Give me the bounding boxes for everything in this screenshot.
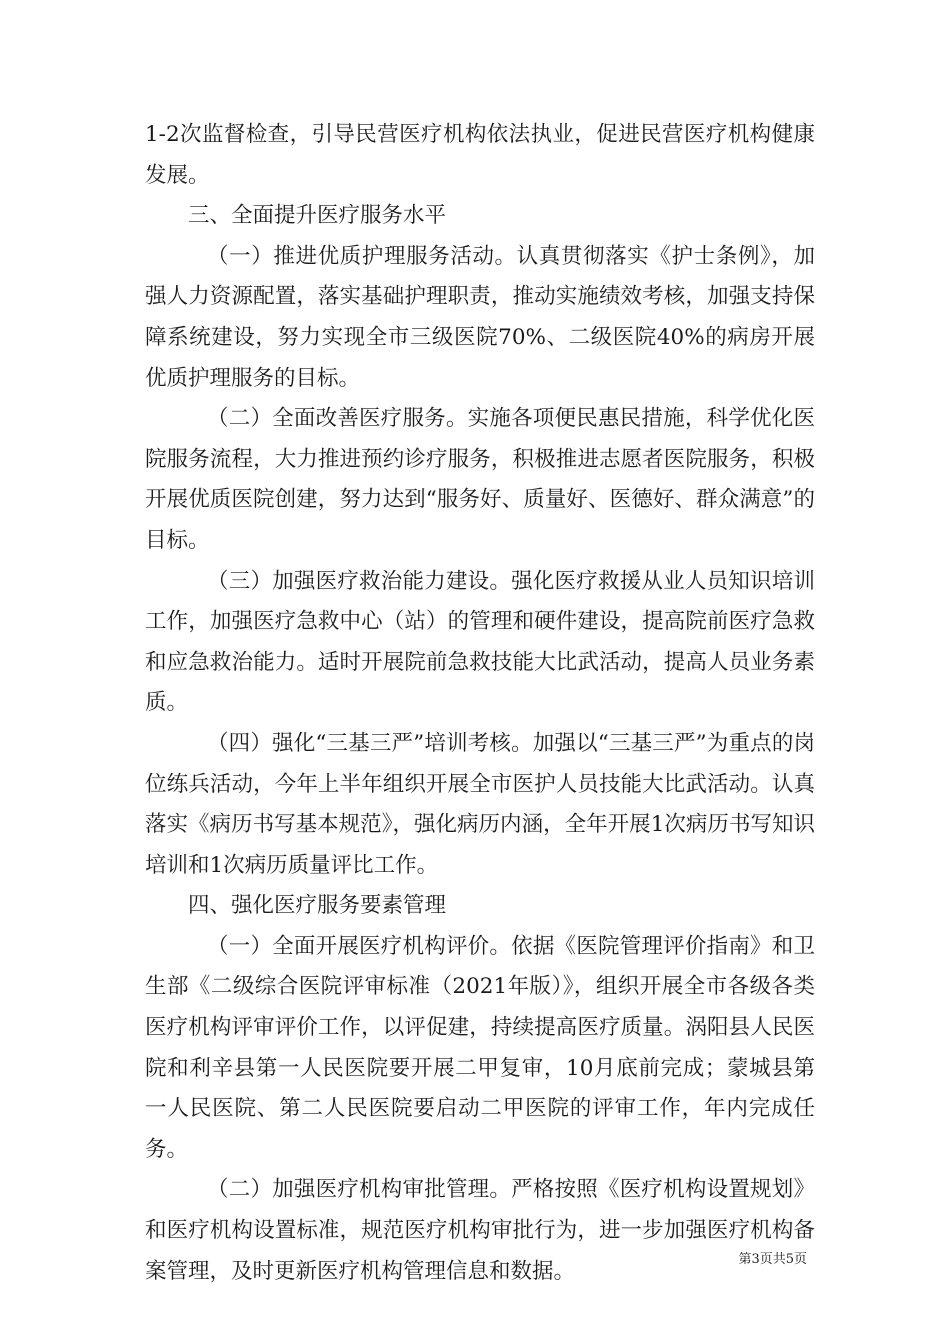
paragraph-3-3: （三）加强医疗救治能力建设。强化医疗救援从业人员知识培训工作，加强医疗急救中心（站）的管理和硬件建设，提高院前医疗急救和应急救治能力。适时开展院前急救技能大比武活动，提高人员业务素质。 — [145, 568, 815, 716]
paragraph-3-1: （一）推进优质护理服务活动。认真贯彻落实《护士条例》，加强人力资源配置，落实基础护理职责，推动实施绩效考核，加强支持保障系统建设，努力实现全市三级医院70%、二级医院40%的病房开展优质护理服务的目标。 — [145, 243, 815, 391]
paragraph-3-4: （四）强化“三基三严”培训考核。加强以“三基三严”为重点的岗位练兵活动，今年上半年组织开展全市医护人员技能大比武活动。认真落实《病历书写基本规范》，强化病历内涵，全年开展1次病历书写知识培训和1次病历质量评比工作。 — [145, 730, 815, 878]
page-number: 第3页共5页 — [738, 1252, 807, 1267]
section-heading-3: 三、全面提升医疗服务水平 — [188, 203, 447, 229]
paragraph-4-2: （二）加强医疗机构审批管理。严格按照《医疗机构设置规划》和医疗机构设置标准，规范医疗机构审批行为，进一步加强医疗机构备案管理，及时更新医疗机构管理信息和数据。 — [145, 1177, 815, 1284]
document-body — [145, 115, 815, 1292]
paragraph-continuation: 1-2次监督检查，引导民营医疗机构依法执业，促进民营医疗机构健康发展。 — [145, 122, 815, 188]
section-heading-4: 四、强化医疗服务要素管理 — [188, 893, 447, 919]
paragraph-4-1: （一）全面开展医疗机构评价。依据《医院管理评价指南》和卫生部《二级综合医院评审标准（2021年版）》，组织开展全市各级各类医疗机构评审评价工作，以评促建，持续提高医疗质量。涡阳县人民医院和利辛县第一人民医院要开展二甲复审，10月底前完成；蒙城县第一人民医院、第二人民医院要启动二甲医院的评审工作，年内完成任务。 — [145, 933, 815, 1162]
paragraph-3-2: （二）全面改善医疗服务。实施各项便民惠民措施，科学优化医院服务流程，大力推进预约诊疗服务，积极推进志愿者医院服务，积极开展优质医院创建，努力达到“服务好、质量好、医德好、群众满意”的目标。 — [145, 406, 815, 553]
